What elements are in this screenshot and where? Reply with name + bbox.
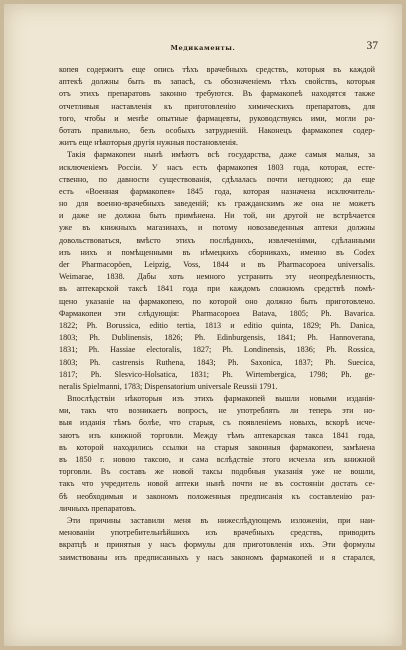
text-line: 1803; Ph. castrensis Ruthena, 1843; Ph. Saxonica, 1837; Ph. Suecica, [59, 357, 375, 367]
text-line: отчетливыя наставленія къ приготовленію химическихъ препаратовъ, для [59, 101, 375, 111]
page-number: 37 [366, 40, 378, 52]
text-line: отъ этихъ препаратовъ законно требуются. Въ фармакопеѣ находятся также [59, 89, 375, 99]
text-line: Эти причины заставили меня въ нижеслѣдующемъ изложеніи, при наи- [67, 515, 375, 525]
text-line: вкратцѣ и принятыя у насъ формулы для приготовленія ихъ. Эти формулы [59, 540, 375, 550]
text-line: того, чтобы и менѣе опытные фармацевты, руководствуясь ими, могли ра- [59, 113, 375, 123]
text-line: торговли. Въ составъ же новой таксы подобныя указанія уже не вошли, [59, 467, 375, 477]
text-line: 1817; Ph. Slesvico-Holsatica, 1831; Ph. Wirtembergica, 1798; Ph. ge- [59, 369, 375, 379]
text-line: въ аптекарской таксѣ 1841 года при каждомъ сложномъ средствѣ помѣ- [59, 284, 375, 294]
text-line: исключеніемъ Россіи. У насъ есть фармакопея 1803 года, которая, есте- [59, 162, 375, 172]
text-line: такъ что учредитель новой аптеки нынѣ почти не въ состояніи достать се- [59, 479, 375, 489]
text-line: уже въ книжныхъ магазинахъ, и потому новозаведенныя аптеки должны [59, 223, 375, 233]
text-line: 1822; Ph. Borussica, editio tertia, 1813 и editio quinta, 1829; Ph. Danica, [59, 320, 375, 330]
text-line: аптекѣ должны быть въ запасѣ, съ обозначеніемъ тѣхъ свойствъ, которыя [59, 77, 375, 87]
text-line: выя изданія тѣмъ болѣе, что старыя, съ появленіемъ новыхъ, вскорѣ исче- [59, 418, 375, 428]
text-line: der Pharmacopöen, Leipzig, Voss, 1844 и въ Pharmacopoea universalis. [59, 260, 375, 269]
text-line: ственно, по давности существованія, сдѣлалась почти негодною; да еще [59, 174, 375, 184]
text-line: Фармакопеи эти слѣдующія: Pharmacopoea Batava, 1805; Ph. Bavarica. [59, 308, 375, 318]
text-line: личныхъ препаратовъ. [59, 503, 137, 513]
text-line: въ которой находились ссылки на старыя законныя фармакопеи, замѣнена [59, 442, 375, 452]
text-line: neralis Spielmanni, 1783; Dispensatorium universale Reussii 1791. [59, 381, 278, 391]
text-line: Weimarae, 1838. Дабы хоть немного устранить эту неопредѣленность, [59, 272, 375, 282]
text-line: но для военно-врачебныхъ заведеній; къ гражданскимъ же она не можетъ [59, 199, 375, 209]
text-line: въ 1850 г. новою таксою, и сама вслѣдствіе этого исчезла изъ книжной [59, 455, 375, 464]
text-line: Такія фармакопеи нынѣ имѣютъ всѣ государства, даже самыя малыя, за [67, 150, 375, 160]
text-line: 1831; Ph. Hassiae electoralis, 1827; Ph. Londinensis, 1836; Ph. Rossica, [59, 345, 375, 355]
text-line: ботать правильно, безъ особыхъ затрудненій. Наконецъ фармакопея содер- [59, 125, 375, 135]
text-line: изъ нихъ и помѣщенными въ нѣмецкихъ сборникахъ, именно въ Codex [59, 247, 375, 257]
text-line: бѣ необходимыя и закономъ положенныя предписанія къ составленію раз- [59, 491, 375, 501]
text-line: ми, такъ что возникаетъ вопросъ, не употреблять ли теперь эти но- [59, 406, 375, 416]
book-page [4, 4, 402, 646]
text-line: житъ еще нѣкоторыя другія нужныя постановленія. [59, 138, 238, 148]
text-line: менованіи употребительнѣйшихъ изъ врачебныхъ средствъ, приводить [59, 528, 375, 538]
text-line: довольствоваться, вмѣсто этихъ послѣднихъ, извлеченіями, сдѣланными [59, 235, 375, 245]
running-header: Медикаменты. [170, 44, 236, 52]
text-line: заютъ изъ книжной торговли. Между тѣмъ аптекарская такса 1841 года, [59, 430, 375, 440]
text-line: 1803; Ph. Dublinensis, 1826; Ph. Edinburgensis, 1841; Ph. Hannoverana, [59, 333, 375, 343]
text-line: и даже не должна быть примѣнена. Ни той, ни другой не встрѣчается [59, 211, 375, 221]
text-line: заимствованы изъ предписанныхъ у насъ закономъ фармакопей и я старался, [59, 552, 375, 562]
body-text [59, 64, 375, 564]
text-line: есть «Военная фармакопея» 1845 года, которая назначена исключитель- [59, 186, 375, 196]
text-line: копея содержитъ еще опись тѣхъ врачебныхъ средствъ, которыя въ каждой [59, 65, 375, 74]
text-line: щено указаніе на фармакопею, по которой оно должно быть приготовлено. [59, 296, 375, 306]
text-line: Впослѣдствіи нѣкоторыя изъ этихъ фармакопей вышли новыми изданія- [67, 394, 375, 404]
